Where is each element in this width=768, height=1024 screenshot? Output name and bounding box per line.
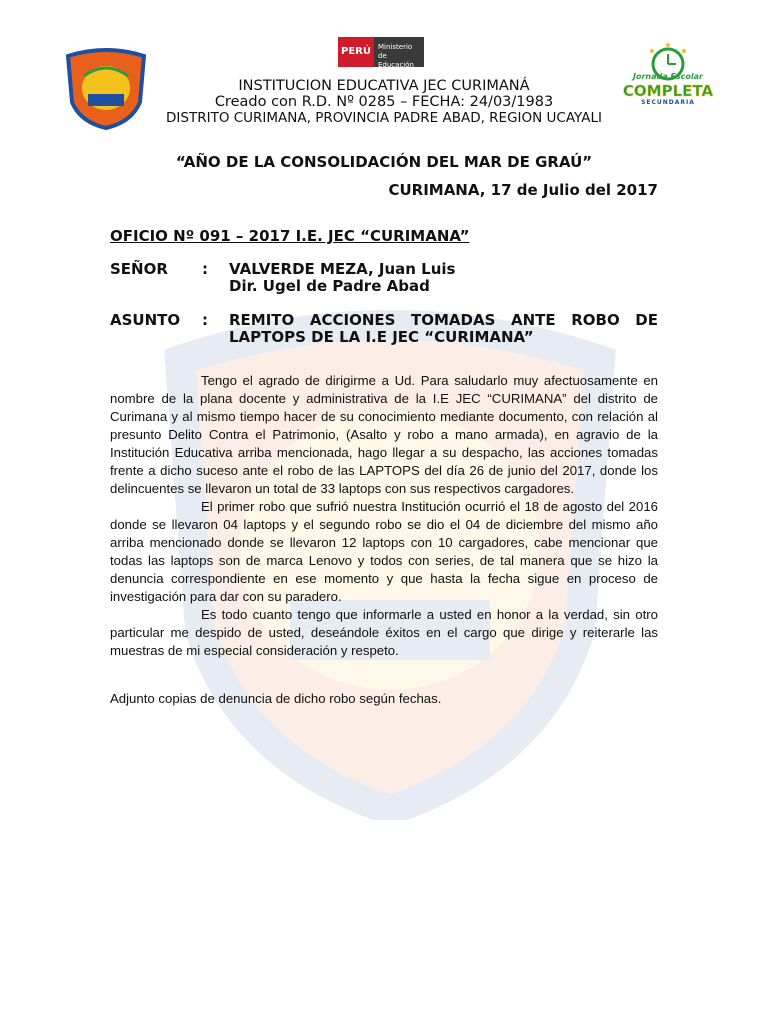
asunto-colon: :	[202, 311, 208, 329]
attachment-note: Adjunto copias de denuncia de dicho robo según fechas.	[110, 691, 442, 706]
subject-line-1: REMITO ACCIONES TOMADAS ANTE ROBO DE	[229, 311, 658, 329]
recipient-name: VALVERDE MEZA, Juan Luis	[229, 260, 456, 278]
senor-label: SEÑOR	[110, 260, 168, 278]
ministry-name-2: de Educación	[378, 52, 414, 69]
oficio-number: OFICIO Nº 091 – 2017 I.E. JEC “CURIMANA”	[110, 227, 470, 245]
paragraph-1: Tengo el agrado de dirigirme a Ud. Para saludarlo muy afectuosamente en nombre de la plana docente y administrativa de la I.E JEC “CURIMANA” del distrito de Curimana y al mismo tiempo hacer de su conocimiento mediante documento, con relación al presunto Delito Contra el Patrimonio, (Asalto y robo a mano armada), en agravio de la Institución Educativa arriba mencionada, hago llegar a su despacho, las acciones tomadas frente a dicho suceso ante el robo de las LAPTOPS del día 26 de junio del 2017, donde los delincuentes se llevaron un total de 33 laptops con sus respectivos cargadores.	[110, 373, 658, 496]
institution-name: INSTITUCION EDUCATIVA JEC CURIMANÁ	[238, 78, 530, 94]
jec-line2: COMPLETA	[622, 82, 714, 100]
jec-line1: Jornada Escolar	[633, 72, 703, 81]
jec-line3: SECUNDARIA	[641, 99, 695, 106]
paragraph-3: Es todo cuanto tengo que informarle a usted en honor a la verdad, sin otro particular me despido de usted, deseándole éxitos en el cargo que dirige y reiterarle las muestras de mi especial consideración y respeto.	[110, 607, 658, 658]
year-motto: “AÑO DE LA CONSOLIDACIÓN DEL MAR DE GRAÚ”	[175, 153, 593, 171]
paragraph-2: El primer robo que sufrió nuestra Institución ocurrió el 18 de agosto del 2016 donde se llevaron 04 laptops y el segundo robo se dio el 04 de diciembre del mismo año arriba mencionado donde se llevaron 12 laptops con 10 cargadores, cabe mencionar que todas las laptops son de marca Lenovo y todos con series, de tal manera que se hizo la denuncia correspondiente en ese momento y que hasta la fecha sigue en proceso de investigación para dar con su paradero.	[110, 499, 658, 604]
ministry-name-1: Ministerio	[378, 43, 413, 51]
peru-badge: PERÚ	[338, 37, 374, 67]
institution-location: DISTRITO CURIMANA, PROVINCIA PADRE ABAD, REGION UCAYALI	[166, 110, 602, 126]
creation-resolution: Creado con R.D. Nº 0285 – FECHA: 24/03/1983	[214, 94, 554, 110]
recipient-title: Dir. Ugel de Padre Abad	[229, 277, 430, 295]
senor-colon: :	[202, 260, 208, 278]
subject-line-2: LAPTOPS DE LA I.E JEC “CURIMANA”	[229, 328, 534, 346]
letter-body	[110, 372, 658, 660]
ministry-education-logo	[338, 37, 424, 67]
ministry-badge	[374, 37, 424, 67]
date-line: CURIMANA, 17 de Julio del 2017	[388, 181, 658, 199]
asunto-label: ASUNTO	[110, 311, 181, 329]
